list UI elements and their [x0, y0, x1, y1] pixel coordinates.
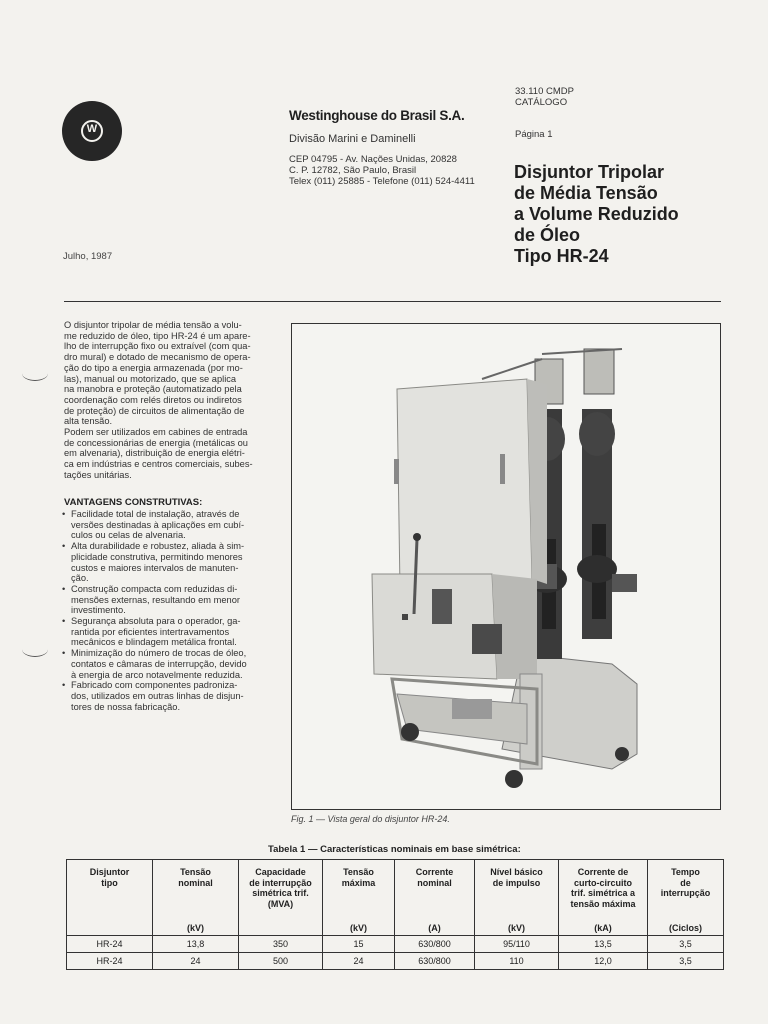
division-name: Divisão Marini e Daminelli — [289, 133, 416, 145]
text-line: dro mural) e dotado de mecanismo de opera- — [64, 352, 251, 363]
table-cell: HR-24 — [67, 936, 153, 953]
column-header: Corrente de curto-circuito trif. simétrica a tensão máxima — [559, 860, 648, 922]
text-line: rantida por eficientes intertravamentos — [71, 626, 230, 637]
table-row — [67, 953, 724, 970]
table-cell: 95/110 — [475, 936, 559, 953]
unit-cell — [67, 921, 153, 936]
text-line: mensões externas, resultando em menor — [71, 594, 240, 605]
text-line: custos e maiores intervalos de manuten- — [71, 562, 239, 573]
text-line: na manobra e proteção (automatizado pela — [64, 384, 242, 395]
text-line: • Segurança absoluta para o operador, ga- — [71, 616, 241, 627]
text-line: plicidade construtiva, permitindo menores — [71, 551, 243, 562]
document-title — [514, 162, 679, 267]
title-line: de Média Tensão — [514, 183, 658, 203]
table-cell: HR-24 — [67, 953, 153, 970]
list-item — [62, 509, 278, 541]
table-cell: 630/800 — [395, 953, 475, 970]
table-cell: 24 — [323, 953, 395, 970]
table-title: Tabela 1 — Características nominais em base simétrica: — [268, 844, 521, 855]
text-line: O disjuntor tripolar de média tensão a volu- — [64, 320, 242, 330]
text-line: lho de interrupção fixo ou extraível (com qua- — [64, 341, 251, 352]
table-cell: 630/800 — [395, 936, 475, 953]
text-line: versões destinadas à aplicações em cubí- — [71, 519, 245, 530]
table-cell: 500 — [239, 953, 323, 970]
unit-cell: (kV) — [153, 921, 239, 936]
doc-code-line: 33.110 CMDP — [515, 86, 574, 97]
company-name: Westinghouse do Brasil S.A. — [289, 108, 465, 123]
binder-hole-mark — [22, 366, 48, 381]
title-line: Tipo HR-24 — [514, 246, 609, 266]
specs-table — [66, 859, 724, 970]
column-header: Corrente nominal — [395, 860, 475, 922]
title-line: Disjuntor Tripolar — [514, 162, 665, 182]
unit-cell — [239, 921, 323, 936]
text-line: coordenação com relés diretos ou indiretos — [64, 394, 242, 405]
text-line: • Facilidade total de instalação, através de — [71, 509, 240, 519]
address-line: CEP 04795 - Av. Nações Unidas, 20828 — [289, 154, 457, 165]
text-line: à energia de arco notavelmente reduzida. — [71, 669, 243, 680]
table-header-row — [67, 860, 724, 922]
text-line: me reduzido de óleo, tipo HR-24 é um apare- — [64, 330, 251, 341]
column-header: Disjuntor tipo — [67, 860, 153, 922]
table-cell: 24 — [153, 953, 239, 970]
table-cell: 12,0 — [559, 953, 648, 970]
text-line: ção. — [71, 573, 89, 584]
westinghouse-logo — [62, 101, 122, 161]
unit-cell: (Ciclos) — [648, 921, 724, 936]
list-item — [62, 680, 278, 712]
text-line: • Minimização do número de trocas de óleo, — [71, 648, 247, 659]
text-line: ca em indústrias e centros comerciais, subes- — [64, 459, 253, 470]
table-cell: 13,8 — [153, 936, 239, 953]
publication-date: Julho, 1987 — [63, 251, 113, 262]
list-item — [62, 584, 278, 616]
address-line: C. P. 12782, São Paulo, Brasil — [289, 165, 417, 176]
text-line: las), manual ou motorizado, que se aplica — [64, 373, 237, 384]
circuit-breaker-illustration — [292, 324, 721, 810]
column-header: Tempo de interrupção — [648, 860, 724, 922]
advantages-list — [62, 509, 278, 712]
logo-ring — [81, 120, 103, 142]
table-cell: 15 — [323, 936, 395, 953]
text-line: de concessionárias de energia (metálicas ou — [64, 437, 248, 448]
company-address — [289, 154, 475, 187]
doc-code-line: CATÁLOGO — [515, 97, 568, 108]
text-line: tores de nossa fabricação. — [71, 701, 181, 712]
list-item — [62, 648, 278, 680]
advantages-heading: VANTAGENS CONSTRUTIVAS: — [64, 497, 203, 508]
unit-cell: (A) — [395, 921, 475, 936]
text-line: • Fabricado com componentes padroniza- — [71, 680, 238, 691]
text-line: investimento. — [71, 605, 126, 616]
column-header: Tensão nominal — [153, 860, 239, 922]
table-cell: 110 — [475, 953, 559, 970]
column-header: Nível básico de impulso — [475, 860, 559, 922]
text-line: mecânicos e blindagem metálica frontal. — [71, 637, 237, 648]
unit-cell: (kV) — [323, 921, 395, 936]
figure-caption: Fig. 1 — Vista geral do disjuntor HR-24. — [291, 814, 450, 824]
table-cell: 3,5 — [648, 953, 724, 970]
table-row — [67, 936, 724, 953]
unit-cell: (kV) — [475, 921, 559, 936]
intro-paragraph — [64, 320, 278, 481]
list-item — [62, 616, 278, 648]
page-number: Página 1 — [515, 129, 553, 140]
title-line: a Volume Reduzido — [514, 204, 679, 224]
logo-letter: W — [86, 123, 98, 135]
title-line: de Óleo — [514, 225, 581, 245]
text-line: em alvenaria), distribuição de energia elétri- — [64, 448, 245, 459]
text-line: tações unitárias. — [64, 469, 132, 480]
text-line: culos ou celas de alvenaria. — [71, 530, 186, 541]
table-units-row — [67, 921, 724, 936]
table-cell: 3,5 — [648, 936, 724, 953]
text-line: ção do tipo a energia armazenada (por mo- — [64, 362, 243, 373]
table-cell: 13,5 — [559, 936, 648, 953]
column-header: Capacidade de interrupção simétrica trif. (MVA) — [239, 860, 323, 922]
text-line: • Alta durabilidade e robustez, aliada à sim- — [71, 541, 245, 552]
header-divider — [64, 301, 721, 302]
table-cell: 350 — [239, 936, 323, 953]
text-line: alta tensão. — [64, 416, 113, 427]
column-header: Tensão máxima — [323, 860, 395, 922]
text-line: dos, utilizados em outras linhas de disjun- — [71, 690, 244, 701]
text-line: contatos e câmaras de interrupção, devido — [71, 658, 247, 669]
text-line: de proteção) de circuitos de alimentação de — [64, 405, 245, 416]
list-item — [62, 541, 278, 584]
document-code — [515, 86, 574, 108]
text-line: • Construção compacta com reduzidas di- — [71, 583, 238, 594]
unit-cell: (kA) — [559, 921, 648, 936]
text-line: Podem ser utilizados em cabines de entrada — [64, 427, 248, 438]
binder-hole-mark — [22, 642, 48, 657]
address-line: Telex (011) 25885 - Telefone (011) 524-4411 — [289, 176, 475, 187]
circuit-breaker-photo — [291, 323, 721, 810]
